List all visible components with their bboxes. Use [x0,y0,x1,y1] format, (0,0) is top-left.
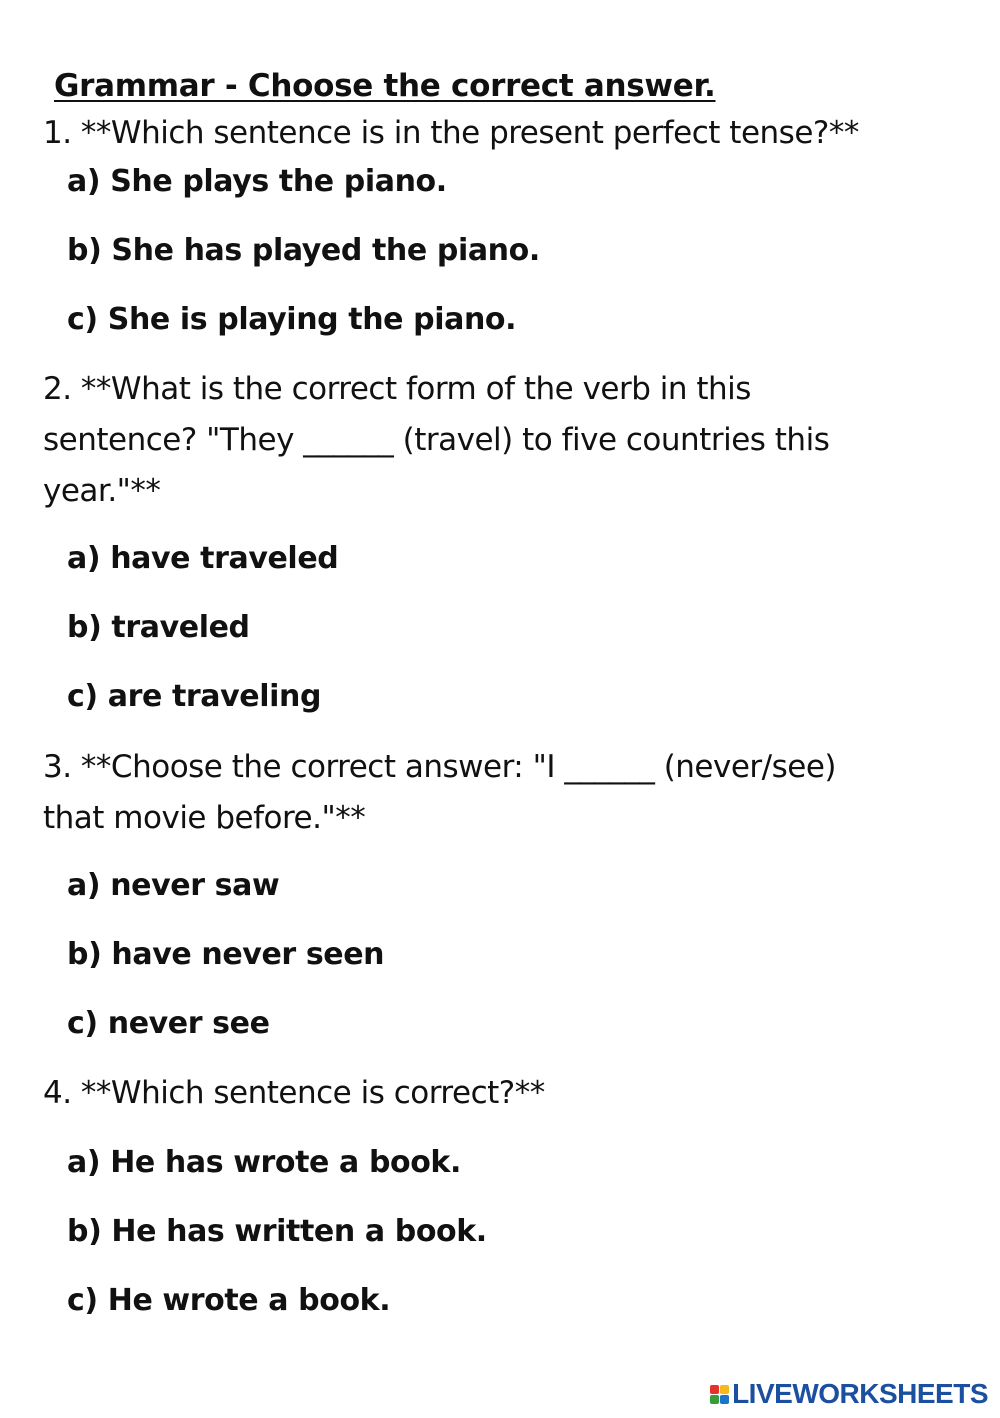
question-2-line-3: year."** [43,473,161,509]
question-4-line-1: 4. **Which sentence is correct?** [43,1075,545,1111]
question-1-line-1: 1. **Which sentence is in the present perfect tense?** [43,115,859,151]
question-1-option-c: c) She is playing the piano. [67,302,517,337]
question-3-line-1: 3. **Choose the correct answer: "I ______ (never/see) [43,749,837,785]
question-3-option-b: b) have never seen [67,937,385,972]
liveworksheets-logo-icon [710,1385,729,1404]
liveworksheets-watermark [710,1378,988,1410]
logo-square-3 [710,1395,719,1404]
question-4-option-b: b) He has written a book. [67,1214,487,1249]
question-1-option-a: a) She plays the piano. [67,164,447,199]
question-4-option-c: c) He wrote a book. [67,1283,391,1318]
question-1-option-b: b) She has played the piano. [67,233,540,268]
question-2-line-1: 2. **What is the correct form of the verb in this [43,371,751,407]
question-3-option-c: c) never see [67,1006,270,1041]
question-2-line-2: sentence? "They ______ (travel) to five countries this [43,422,830,458]
brand-text: LIVEWORKSHEETS [732,1378,988,1409]
question-1 [43,108,943,159]
question-2 [43,364,943,517]
question-3-line-2: that movie before."** [43,800,366,836]
question-4 [43,1068,943,1119]
worksheet-title: Grammar - Choose the correct answer. [54,68,716,104]
logo-square-2 [720,1385,729,1394]
question-2-option-a: a) have traveled [67,541,339,576]
question-4-option-a: a) He has wrote a book. [67,1145,461,1180]
question-3 [43,742,943,844]
question-3-option-a: a) never saw [67,868,280,903]
question-2-option-c: c) are traveling [67,679,322,714]
logo-square-4 [720,1395,729,1404]
logo-square-1 [710,1385,719,1394]
question-2-option-b: b) traveled [67,610,250,645]
